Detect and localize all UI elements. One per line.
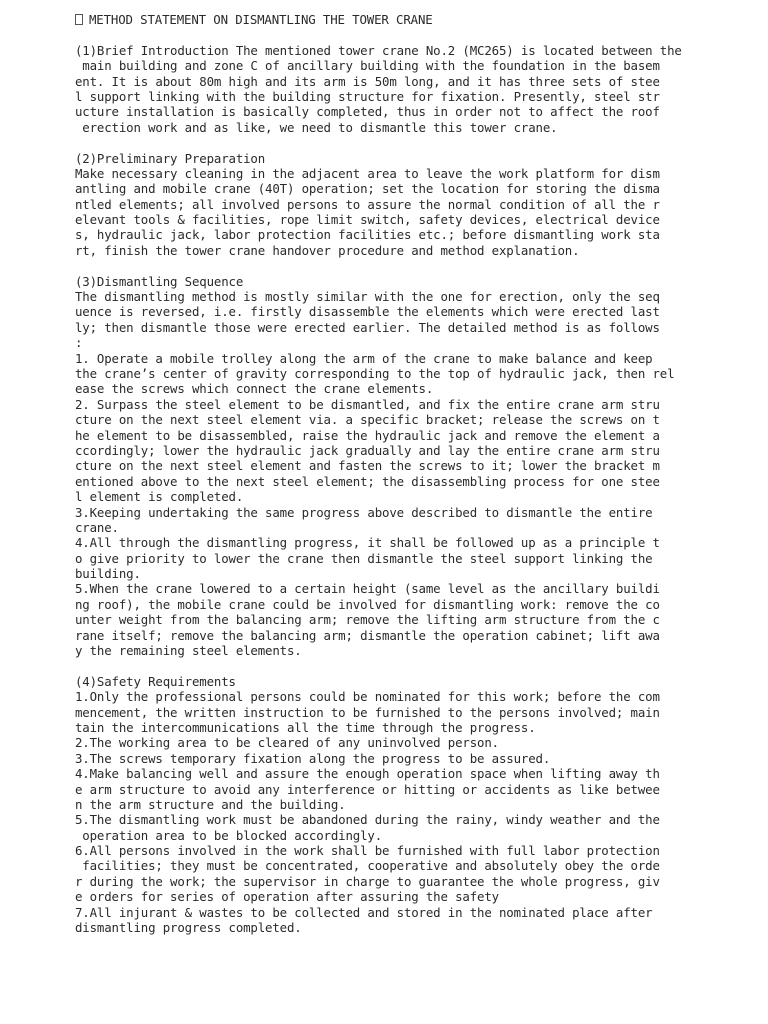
spacer [75,258,705,273]
paragraph-line: uence is reversed, i.e. firstly disassemble the elements which were erected last [75,304,660,320]
paragraph-line: 2. Surpass the steel element to be dismantled, and fix the entire crane arm stru [75,396,660,412]
checkbox-glyph-icon [75,14,83,25]
paragraph-line: erection work and as like, we need to dismantle this tower crane. [75,119,558,135]
paragraph-line: 5.The dismantling work must be abandoned during the rainy, windy weather and the [75,812,660,828]
section-heading: (3)Dismantling Sequence [75,273,244,289]
paragraph-line: ccordingly; lower the hydraulic jack gradually and lay the entire crane arm stru [75,442,660,458]
paragraph-line: 3.Keeping undertaking the same progress above described to dismantle the entire [75,504,653,520]
spacer [75,658,705,673]
paragraph-line: crane. [75,519,119,535]
paragraph-line: 4.All through the dismantling progress, it shall be followed up as a principle t [75,535,660,551]
paragraph-line: n the arm structure and the building. [75,796,346,812]
paragraph-line: e orders for series of operation after assuring the safety [75,889,499,905]
paragraph-line: 4.Make balancing well and assure the enough operation space when lifting away th [75,766,660,782]
paragraph-line: dismantling progress completed. [75,920,302,936]
paragraph-line: l support linking with the building structure for fixation. Presently, steel str [75,88,660,104]
section-brief-introduction [75,43,705,135]
paragraph-line: r during the work; the supervisor in charge to guarantee the whole progress, giv [75,873,660,889]
paragraph-line: : [75,335,83,351]
paragraph-line: main building and zone C of ancillary building with the foundation in the basem [75,58,660,74]
paragraph-line: mencement, the written instruction to be furnished to the persons involved; main [75,704,660,720]
paragraph-line: ucture installation is basically completed, thus in order not to affect the roof [75,104,660,120]
paragraph-line: he element to be disassembled, raise the hydraulic jack and remove the element a [75,427,660,443]
paragraph-line: 1.Only the professional persons could be nominated for this work; before the com [75,689,660,705]
paragraph-line: ntled elements; all involved persons to assure the normal condition of all the r [75,196,660,212]
spacer [75,135,705,150]
paragraph-line: cture on the next steel element and fasten the screws to it; lower the bracket m [75,458,660,474]
paragraph-line: 5.When the crane lowered to a certain height (same level as the ancillary buildi [75,581,660,597]
paragraph-line: e arm structure to avoid any interference or hitting or accidents as like betwee [75,781,660,797]
paragraph-line: l element is completed. [75,489,244,505]
paragraph-line: elevant tools & facilities, rope limit switch, safety devices, electrical device [75,212,660,228]
paragraph-line: The dismantling method is mostly similar with the one for erection, only the seq [75,289,660,305]
paragraph-line: 6.All persons involved in the work shall be furnished with full labor protection [75,843,660,859]
paragraph-line: o give priority to lower the crane then dismantle the steel support linking the [75,550,653,566]
document-title-line [75,12,705,27]
paragraph-line: (1)Brief Introduction The mentioned tower crane No.2 (MC265) is located between the [75,42,682,58]
paragraph-line: building. [75,566,141,582]
paragraph-line: s, hydraulic jack, labor protection facilities etc.; before dismantling work sta [75,227,660,243]
paragraph-line: unter weight from the balancing arm; remove the lifting arm structure from the c [75,612,660,628]
paragraph-line: ly; then dismantle those were erected earlier. The detailed method is as follows [75,319,660,335]
paragraph-line: y the remaining steel elements. [75,643,302,659]
paragraph-line: rane itself; remove the balancing arm; dismantle the operation cabinet; lift awa [75,627,660,643]
paragraph-line: rt, finish the tower crane handover procedure and method explanation. [75,242,580,258]
paragraph-line: 3.The screws temporary fixation along the progress to be assured. [75,750,551,766]
paragraph-line: 1. Operate a mobile trolley along the arm of the crane to make balance and keep [75,350,653,366]
paragraph-line: operation area to be blocked accordingly. [75,827,383,843]
spacer [75,27,705,42]
section-dismantling-sequence [75,274,705,659]
paragraph-line: ease the screws which connect the crane elements. [75,381,434,397]
paragraph-line: tain the intercommunications all the time through the progress. [75,719,536,735]
document-page [75,12,705,935]
paragraph-line: 7.All injurant & wastes to be collected and stored in the nominated place after [75,904,653,920]
section-heading: (4)Safety Requirements [75,673,236,689]
section-safety-requirements [75,674,705,936]
paragraph-line: Make necessary cleaning in the adjacent area to leave the work platform for dism [75,165,660,181]
paragraph-line: facilities; they must be concentrated, cooperative and absolutely obey the orde [75,858,660,874]
paragraph-line: antling and mobile crane (40T) operation; set the location for storing the disma [75,181,660,197]
paragraph-line: ng roof), the mobile crane could be involved for dismantling work: remove the co [75,596,660,612]
paragraph-line: cture on the next steel element via. a specific bracket; release the screws on t [75,412,660,428]
section-preliminary-preparation [75,151,705,259]
paragraph-line: entioned above to the next steel element; the disassembling process for one stee [75,473,660,489]
document-title: METHOD STATEMENT ON DISMANTLING THE TOWER CRANE [89,12,433,27]
paragraph-line: ent. It is about 80m high and its arm is 50m long, and it has three sets of stee [75,73,660,89]
paragraph-line: 2.The working area to be cleared of any uninvolved person. [75,735,499,751]
section-heading: (2)Preliminary Preparation [75,150,266,166]
paragraph-line: the crane’s center of gravity corresponding to the top of hydraulic jack, then rel [75,365,675,381]
